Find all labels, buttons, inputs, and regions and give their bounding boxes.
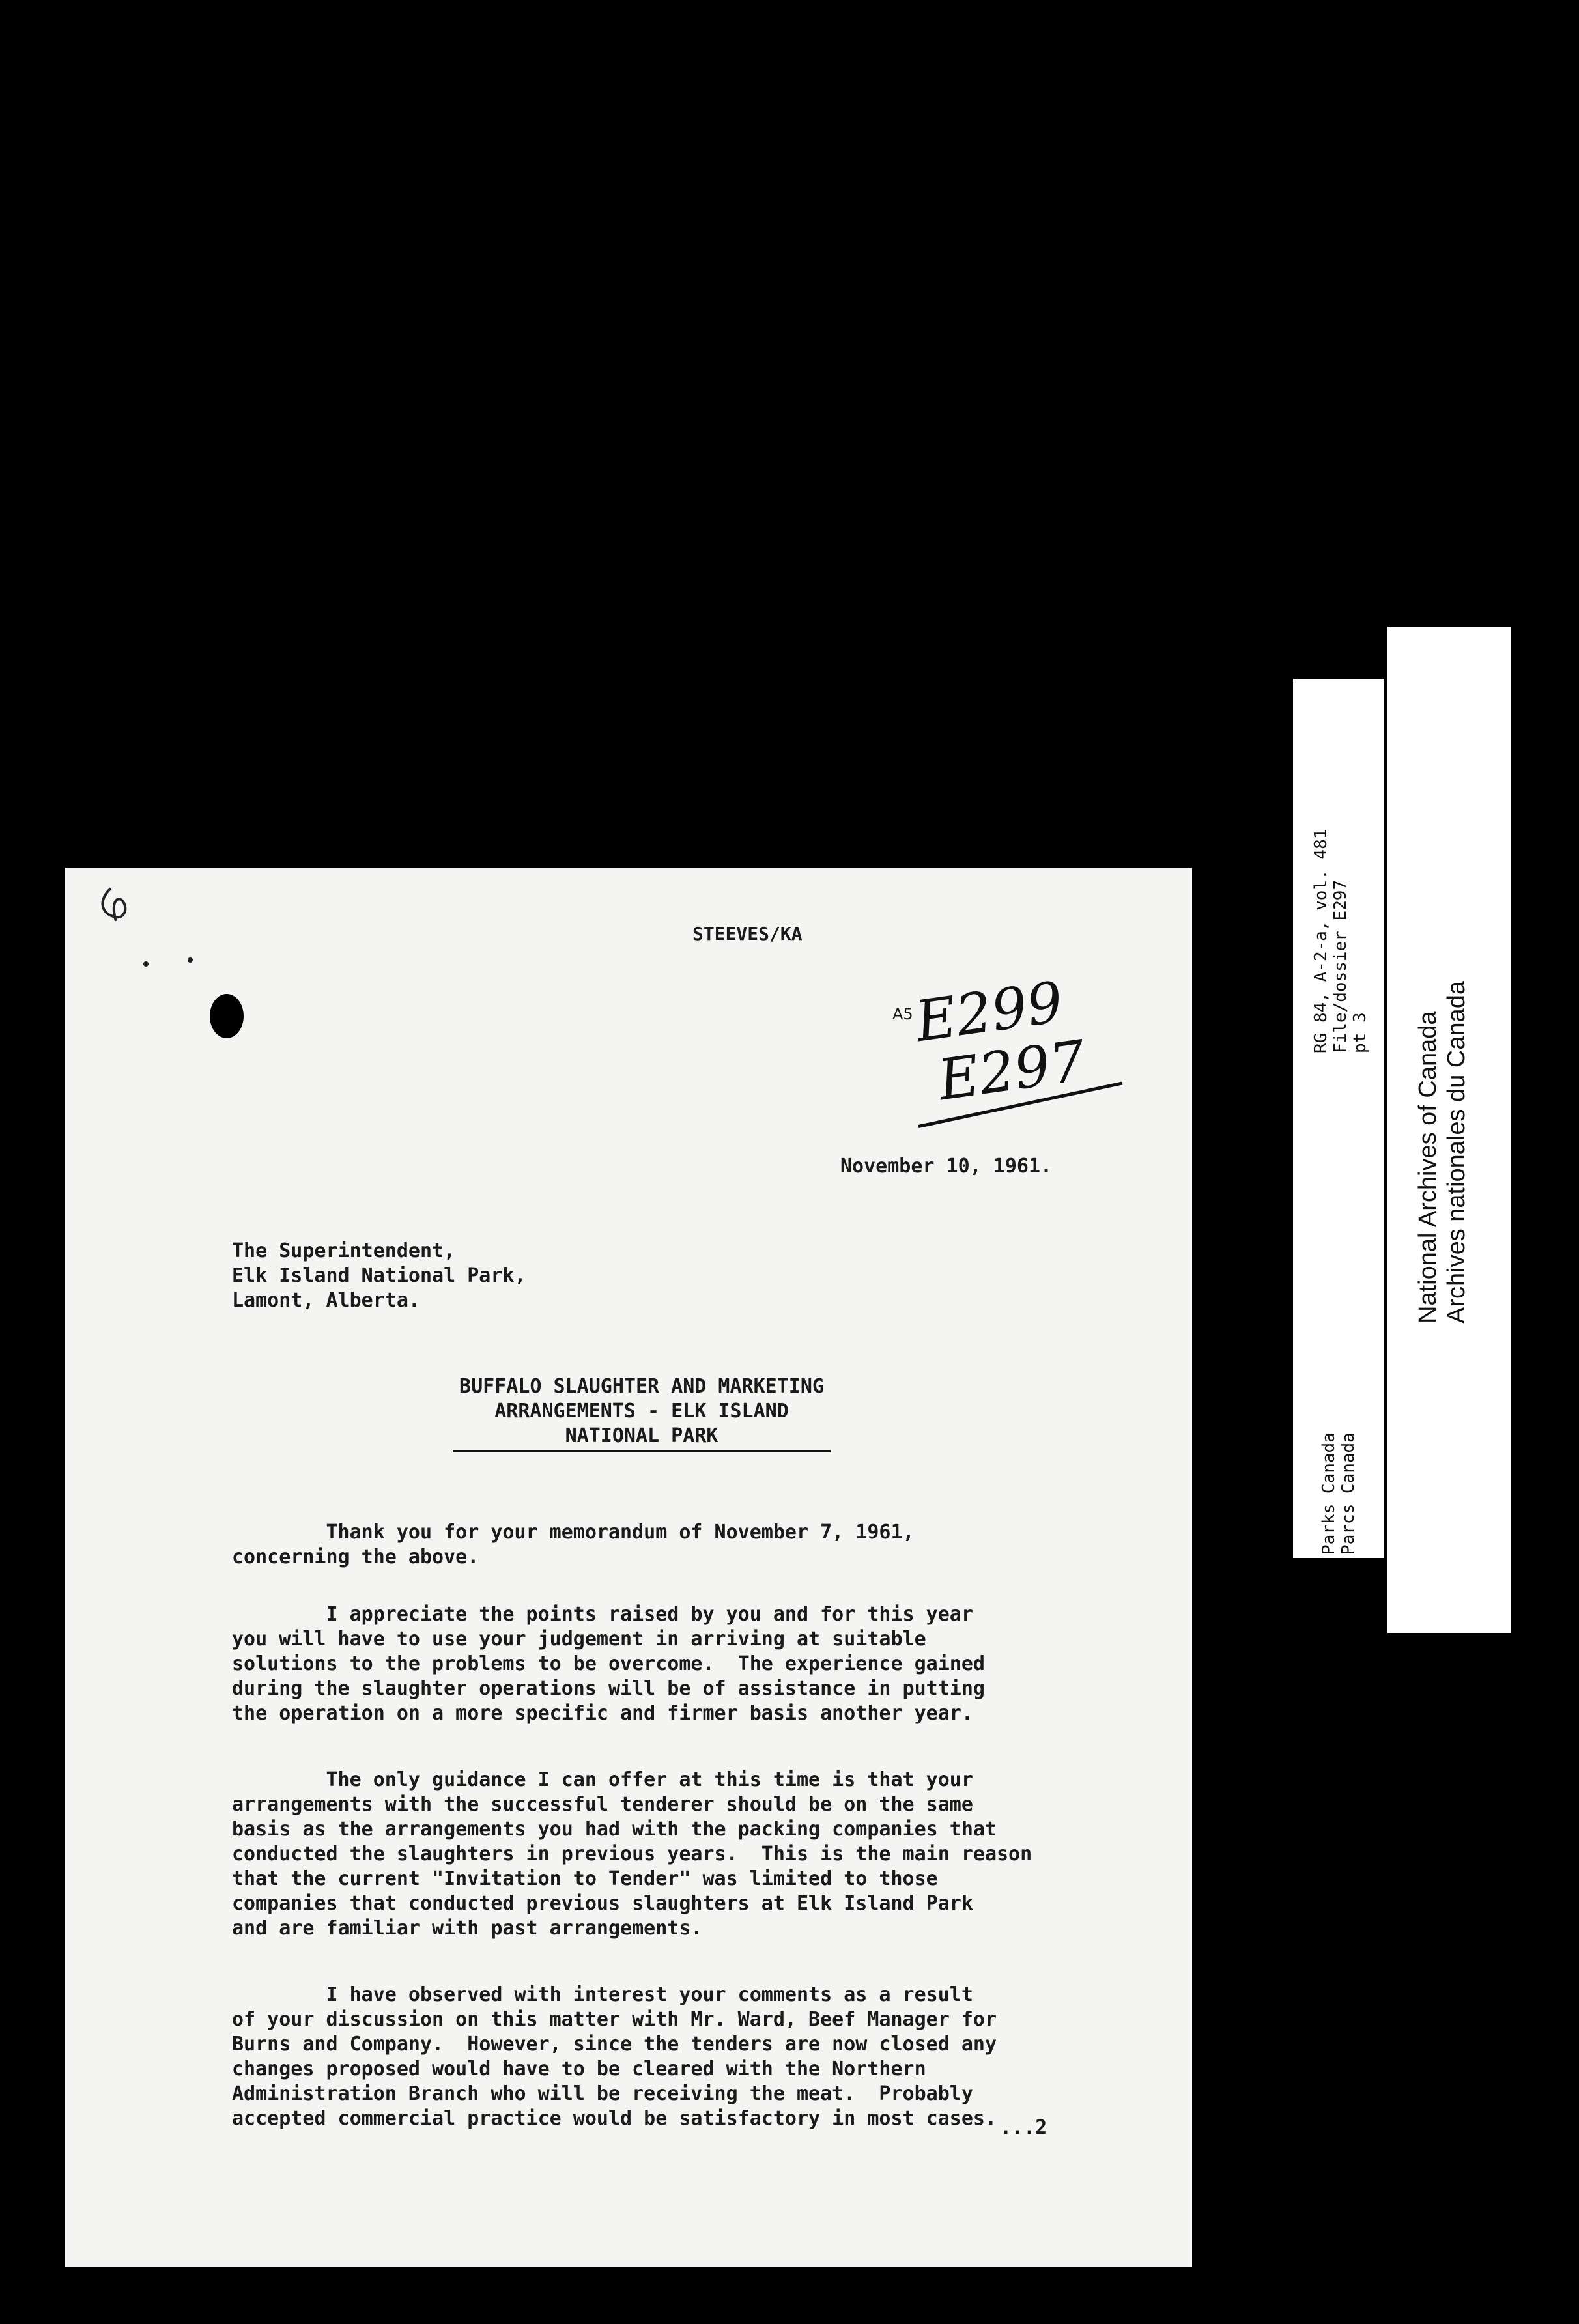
institution-line: National Archives of Canada — [1414, 1011, 1442, 1324]
institution-label — [1414, 981, 1471, 1324]
paragraph-line: accepted commercial practice would be satisfactory in most cases. — [232, 2107, 997, 2130]
paragraph-line: The only guidance I can offer at this time is that your — [232, 1768, 973, 1791]
paragraph-line: you will have to use your judgement in arriving at suitable — [232, 1628, 926, 1651]
page-continuation: ...2 — [1000, 2116, 1047, 2139]
paragraph-line: during the slaughter operations will be of assistance in putting — [232, 1677, 985, 1700]
reference-line: File/dossier E297 — [1331, 879, 1350, 1053]
recipient-line: Elk Island National Park, — [232, 1264, 526, 1287]
recipient-block — [232, 1239, 526, 1313]
paragraph-line: and are familiar with past arrangements. — [232, 1917, 703, 1940]
margin-marks — [78, 881, 274, 1050]
paragraph-line: of your discussion on this matter with Mr. Ward, Beef Manager for — [232, 2008, 997, 2031]
reference-line: RG 84, A-2-a, vol. 481 — [1311, 829, 1331, 1053]
institution-line: Archives nationales du Canada — [1443, 980, 1470, 1324]
fonds-line: Parcs Canada — [1339, 1432, 1358, 1555]
paragraph-line: Thank you for your memorandum of November 7, 1961, — [232, 1521, 915, 1544]
hole-punch — [210, 994, 244, 1038]
recipient-line: The Superintendent, — [232, 1240, 456, 1262]
handwritten-mark — [103, 888, 126, 921]
paragraph-line: solutions to the problems to be overcome. The experience gained — [232, 1652, 985, 1675]
paragraph-line: basis as the arrangements you had with the packing companies that — [232, 1818, 997, 1841]
paragraph-line: changes proposed would have to be cleared with the Northern — [232, 2058, 926, 2080]
archive-reference-strip — [1293, 679, 1384, 1558]
paragraph-line: I appreciate the points raised by you and for this year — [232, 1603, 973, 1626]
paragraph-line: that the current "Invitation to Tender" was limited to those — [232, 1867, 938, 1890]
paragraph-line: the operation on a more specific and firmer basis another year. — [232, 1702, 973, 1725]
paragraph-line: I have observed with interest your comments as a result — [232, 1983, 973, 2006]
paragraph-line: conducted the slaughters in previous years. This is the main reason — [232, 1843, 1032, 1865]
margin-dot — [188, 957, 193, 963]
subject-line: ARRANGEMENTS - ELK ISLAND — [494, 1400, 789, 1423]
reference-label — [1311, 829, 1370, 1053]
fonds-line: Parks Canada — [1319, 1432, 1339, 1555]
paragraph-4 — [232, 1983, 997, 2131]
handwritten-file-number-1: E299 — [911, 969, 1067, 1055]
paragraph-line: concerning the above. — [232, 1546, 479, 1568]
margin-dot — [143, 961, 149, 967]
subject-line: NATIONAL PARK — [565, 1424, 718, 1447]
subject-line: BUFFALO SLAUGHTER AND MARKETING — [459, 1375, 824, 1398]
paragraph-3 — [232, 1768, 1032, 1941]
subject-underline — [453, 1450, 831, 1452]
paragraph-2 — [232, 1602, 985, 1726]
paragraph-line: arrangements with the successful tenderer should be on the same — [232, 1793, 973, 1816]
paragraph-line: Burns and Company. However, since the tenders are now closed any — [232, 2033, 997, 2056]
archive-institution-strip — [1387, 627, 1511, 1633]
handwritten-file-number-2: E297 — [934, 1028, 1090, 1114]
recipient-line: Lamont, Alberta. — [232, 1289, 420, 1312]
letter-page — [65, 868, 1192, 2267]
paragraph-line: companies that conducted previous slaughters at Elk Island Park — [232, 1892, 973, 1915]
paragraph-line: Administration Branch who will be receiving the meat. Probably — [232, 2082, 973, 2105]
file-prefix: A5 — [892, 1005, 913, 1023]
fonds-label — [1319, 1432, 1358, 1555]
letter-date: November 10, 1961. — [840, 1155, 1053, 1178]
reference-line: pt 3 — [1350, 1012, 1370, 1053]
reference-initials: STEEVES/KA — [692, 923, 803, 944]
paragraph-1 — [232, 1520, 915, 1570]
subject-heading — [453, 1374, 831, 1452]
